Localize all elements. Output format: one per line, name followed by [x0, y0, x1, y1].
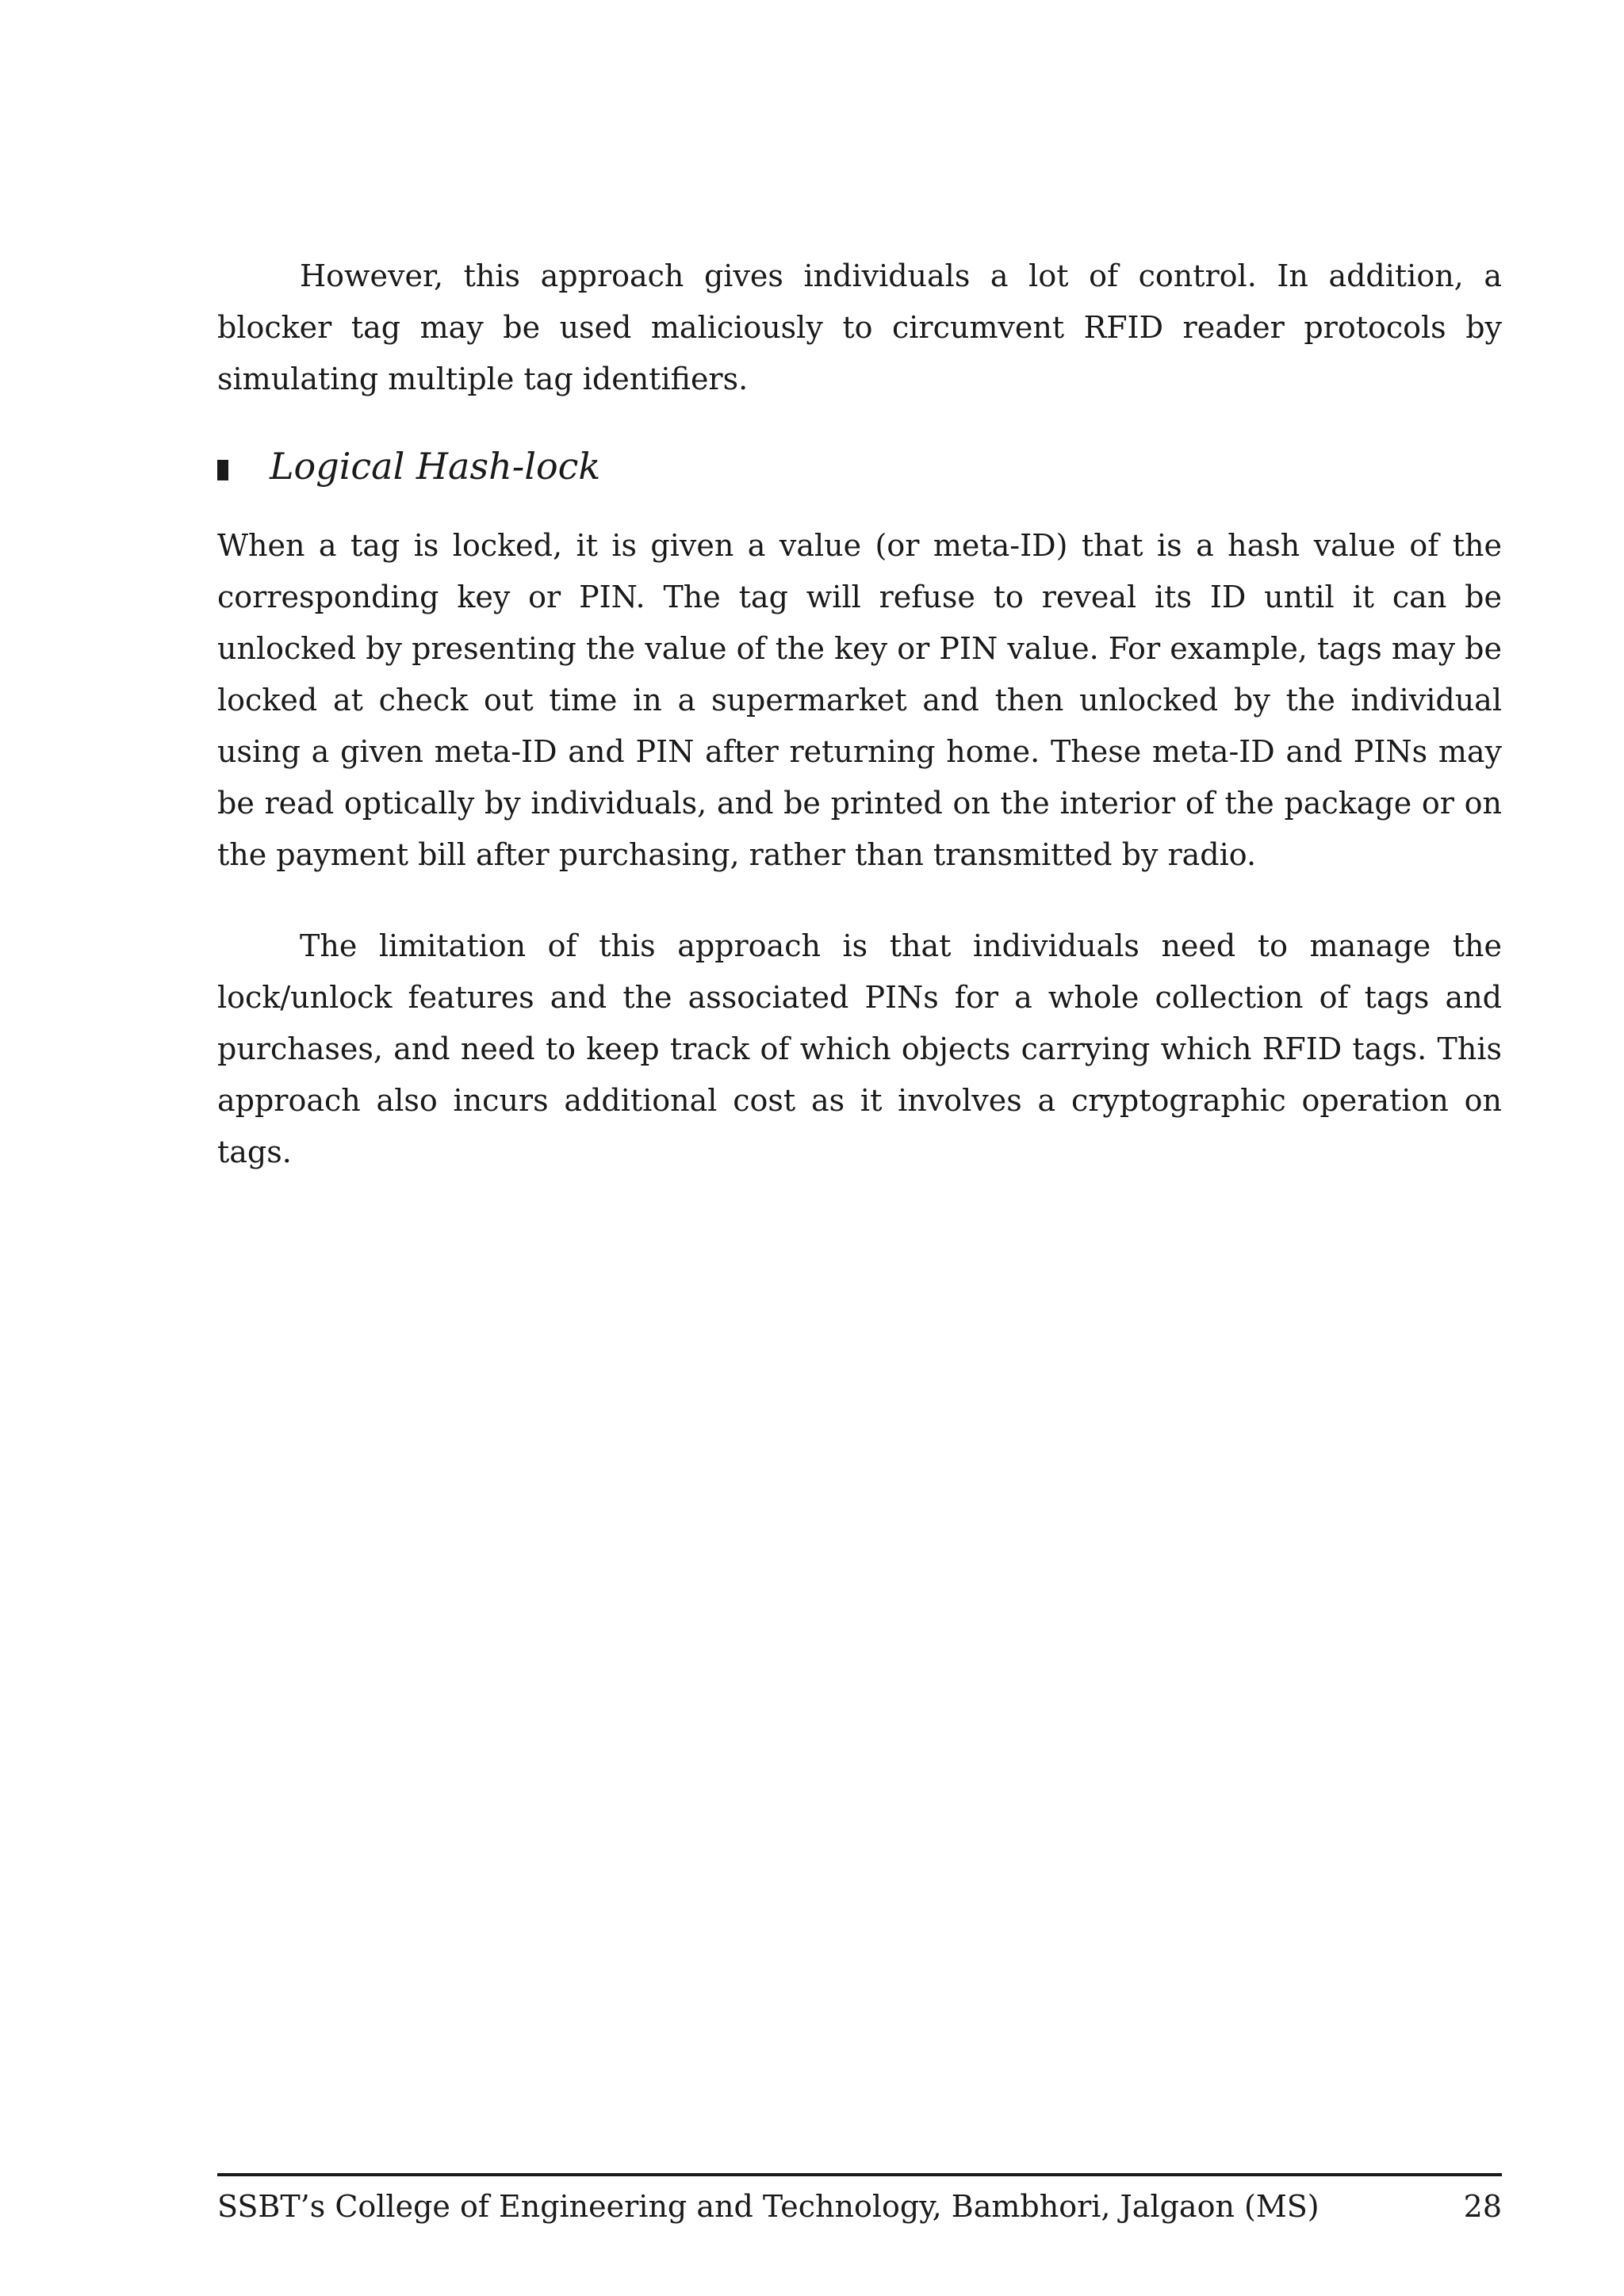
bullet-icon [217, 460, 228, 480]
paragraph-blocker-tag: However, this approach gives individuals a lot of control. In addition, a blocker tag may be used maliciously to circumvent RFID reader protocols by simulating multiple tag identifiers. [217, 258, 1502, 396]
footer-divider [217, 2173, 1502, 2176]
paragraph-limitation: The limitation of this approach is that individuals need to manage the lock/unlock features and the associated PINs for a whole collection of tags and purchases, and need to keep track of which objects carrying which RFID tags. This approach also incurs additional cost as it involves a cryptographic operation on tags. [217, 928, 1502, 1169]
footer-institution: SSBT’s College of Engineering and Technology, Bambhori, Jalgaon (MS) [217, 2189, 1320, 2224]
page-number: 28 [1463, 2189, 1502, 2224]
paragraph-hash-lock: When a tag is locked, it is given a value (or meta-ID) that is a hash value of the corresponding key or PIN. The tag will refuse to reveal its ID until it can be unlocked by presenting the value of the key or PIN value. For example, tags may be locked at check out time in a supermarket and then unlocked by the individual using a given meta-ID and PIN after returning home. These meta-ID and PINs may be read optically by individuals, and be printed on the interior of the package or on the payment bill after purchasing, rather than transmitted by radio. [217, 528, 1502, 872]
page-content [217, 251, 1502, 1178]
section-heading [217, 439, 1502, 493]
section-heading-text: Logical Hash-lock [270, 445, 601, 488]
